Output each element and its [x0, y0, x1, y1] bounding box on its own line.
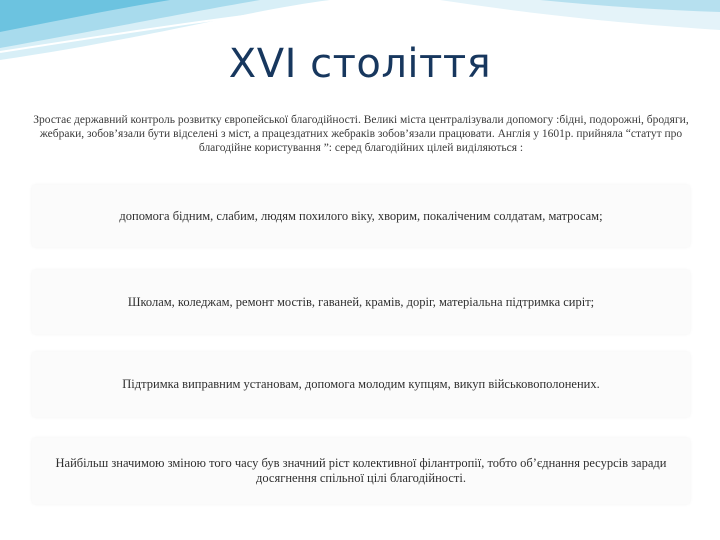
- list-item-text: Найбільш значимою зміною того часу був значний ріст колективної філантропії, тобто об’єднання ресурсів заради досягнення спільної цілі благодійності.: [55, 456, 667, 485]
- intro-paragraph: Зростає державний контроль розвитку європейської благодійності. Великі міста централізували допомогу :бідні, подорожні, бродяги, жебраки, зобов’язали бути відселені з міст, а працездатних жебраків зобов’язали працювати. Англія у 1601р. прийняла “статут про благодійне користування ”: серед благодійних цілей виділяються :: [33, 114, 689, 154]
- list-item-text: допомога бідним, слабим, людям похилого віку, хворим, покаліченим солдатам, матросам;: [119, 208, 603, 223]
- list-item: [32, 270, 690, 334]
- list-item: [32, 438, 690, 504]
- list-item-text: Підтримка виправним установам, допомога молодим купцям, викуп військовополонених.: [122, 377, 600, 391]
- list-item: [32, 352, 690, 417]
- list-item-text: Школам, коледжам, ремонт мостів, гаваней, крамів, доріг, матеріальна підтримка сиріт;: [127, 294, 595, 309]
- slide-title: XVI століття: [228, 41, 492, 87]
- list-item: [32, 185, 690, 247]
